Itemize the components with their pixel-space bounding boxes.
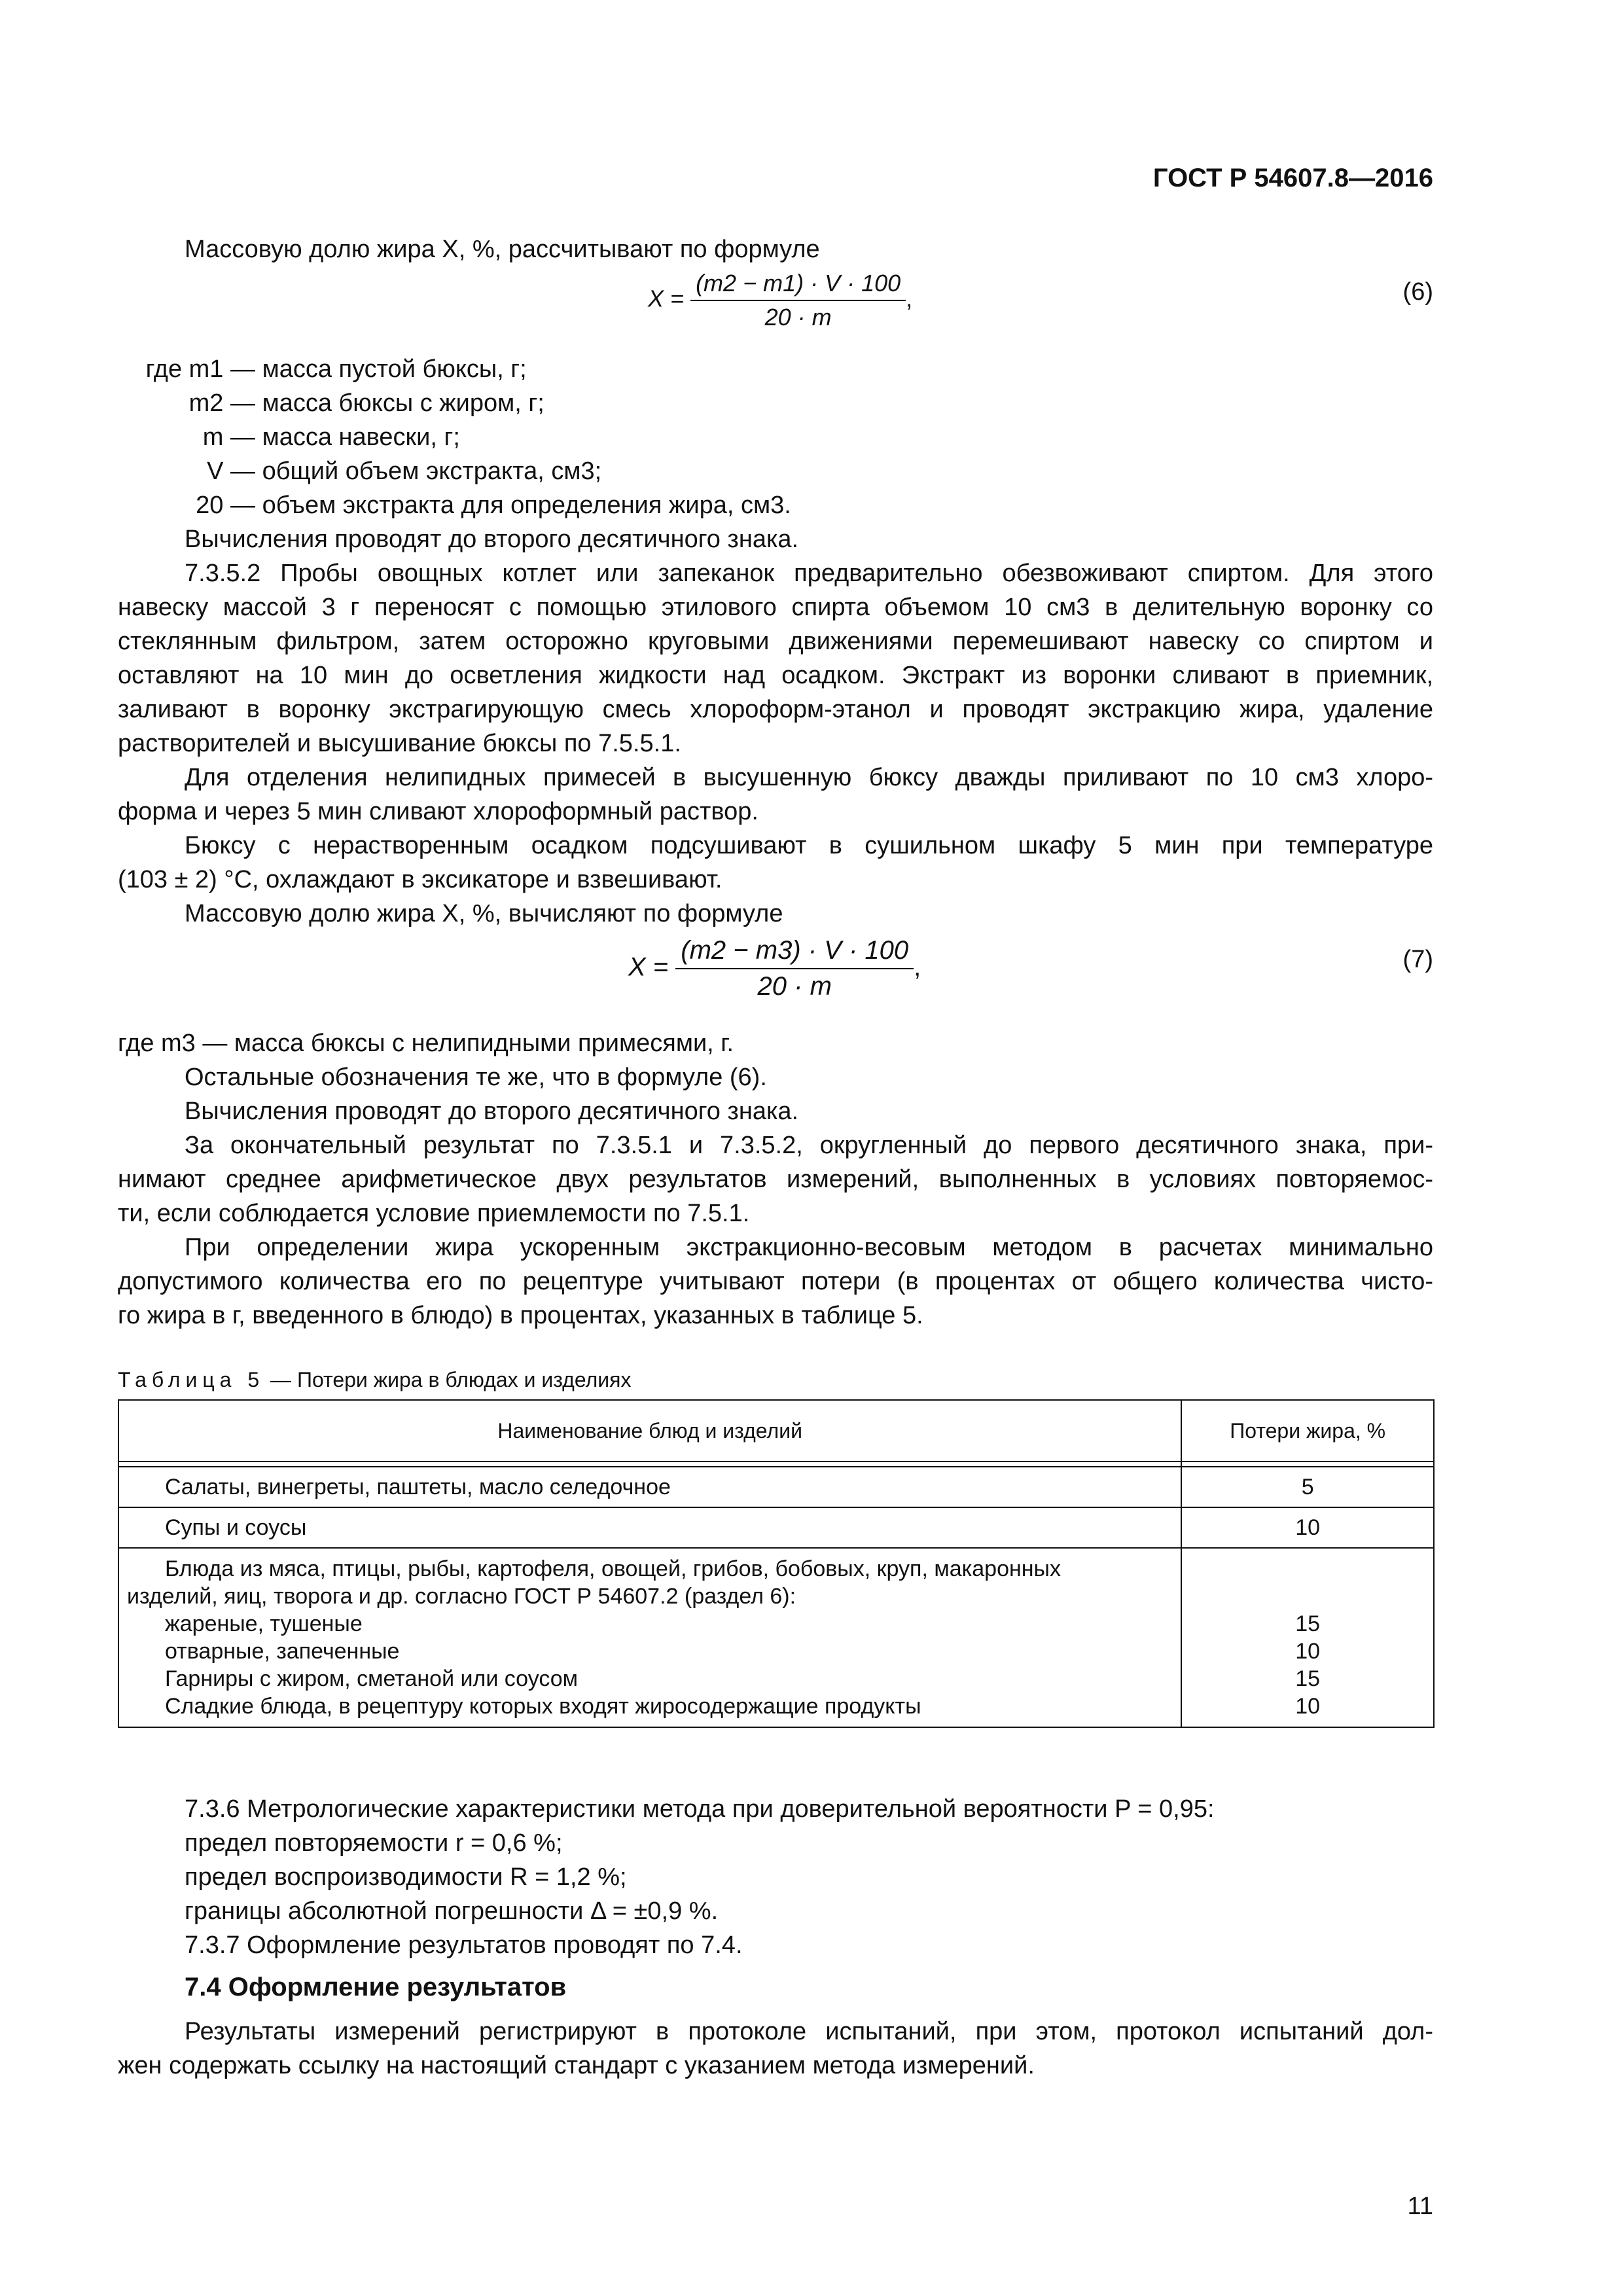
other-symbols: Остальные обозначения те же, что в формуле (6). [185,1064,767,1091]
formula7-intro: Массовую долю жира X, %, вычисляют по формуле [185,900,783,927]
reproducibility-limit: предел воспроизводимости R = 1,2 %; [185,1863,627,1891]
formula-7 [628,936,921,1001]
document-header: ГОСТ Р 54607.8—2016 [1152,164,1433,192]
paragraph-7-4: Результаты измерений регистрируют в протоколе испытаний, при этом, протокол испытаний дол- жен содержать ссылку на настоящий стандарт с указанием метода измерений. [118,2018,1433,2079]
paragraph-7-3-5-2: 7.3.5.2 Пробы овощных котлет или запеканок предварительно обезвоживают спиртом. Для этого навеску массой 3 г переносят с помощью этилового спирта объемом 10 см3 в делительную воронку со стеклянным фильтром, затем осторожно круговыми движениями перемешивают навеску со спиртом и оставляют на 10 мин до осветления жидкости над осадком. Экстракт из воронки сливают в приемник, заливают в воронку экстрагирующую смесь хлороформ-этанол и проводят экстракцию жира, удаление растворителей и высушивание бюксы по 7.5.5.1. [118,560,1433,757]
formula6-numerator: (m2 − m1) · V · 100 [690,270,906,301]
table-caption [118,1368,631,1392]
calc-precision-2: Вычисления проводят до второго десятичного знака. [185,1098,799,1125]
formula6-denominator: 20 · m [764,304,832,331]
table-header-row [118,1400,1434,1462]
repeatability-limit: предел повторяемости r = 0,6 %; [185,1829,563,1857]
table-header-name: Наименование блюд и изделий [118,1400,1181,1462]
formula7-denominator: 20 · m [757,972,832,1001]
where6-item: 20 — объем экстракта для определения жира, см3. [196,492,791,519]
paragraph-losses: При определении жира ускоренным экстракционно-весовым методом в расчетах минимально допустимого количества его по рецептуре учитывают потери (в процентах от общего количества чисто- го жира в г, введенного в блюдо) в процентах, указанных в таблице 5. [118,1234,1433,1329]
table-header-losses: Потери жира, % [1181,1400,1434,1462]
formula7-fraction [675,936,914,1001]
paragraph-drying: Бюксу с нерастворенным осадком подсушивают в сушильном шкафу 5 мин при температуре (103 ± 2) °С, охлаждают в эксикаторе и взвешивают. [118,832,1433,893]
section-7-4-heading: 7.4 Оформление результатов [185,1973,567,2001]
table-caption-text: — Потери жира в блюдах и изделиях [264,1368,632,1391]
absolute-error-bounds: границы абсолютной погрешности Δ = ±0,9 %. [185,1897,719,1925]
table-row-group: Блюда из мяса, птицы, рыбы, картофеля, овощей, грибов, бобовых, круп, макаронных изделий, яиц, творога и др. согласно ГОСТ Р 54607.2 (раздел 6): жареные, тушеные отварные, запеченные Гарниры с жиром, сметаной или соусом Сладкие блюда, в рецептуру которых входят жиросодержащие продукты 15 10 15 10 [118,1548,1434,1727]
calc-precision-1: Вычисления проводят до второго десятичного знака. [185,526,799,553]
formula6-tail: , [906,285,913,312]
formula7-tail: , [914,952,921,982]
where6-item: m — масса навески, г; [202,423,460,451]
table-row: Супы и соусы 10 [118,1507,1434,1548]
where6-item: m2 — масса бюксы с жиром, г; [188,389,544,417]
table-row: Салаты, винегреты, паштеты, масло селедочное 5 [118,1467,1434,1507]
formula6-intro: Массовую долю жира X, %, рассчитывают по формуле [185,236,820,263]
where6-item: где m1 — масса пустой бюксы, г; [145,355,527,383]
table-fat-losses [118,1399,1435,1728]
formula6-lhs: X = [648,285,685,312]
paragraph-nonlipid: Для отделения нелипидных примесей в высушенную бюксу дважды приливают по 10 см3 хлоро- форма и через 5 мин сливают хлороформный раствор. [118,764,1433,825]
where6-item: V — общий объем экстракта, см3; [207,457,602,485]
where7: где m3 — масса бюксы с нелипидными примесями, г. [118,1030,734,1057]
page-number: 11 [1407,2193,1433,2220]
where6-list [118,352,1099,522]
paragraph-final-result: За окончательный результат по 7.3.5.1 и 7.3.5.2, округленный до первого десятичного знака, при- нимают среднее арифметическое двух результатов измерений, выполненных в условиях повторяемос- ти, если соблюдается условие приемлемости по 7.5.1. [118,1132,1433,1227]
paragraph-7-3-7: 7.3.7 Оформление результатов проводят по 7.4. [185,1931,743,1959]
formula7-number: (7) [1402,946,1433,973]
formula-6 [648,270,912,331]
paragraph-7-3-6: 7.3.6 Метрологические характеристики метода при доверительной вероятности P = 0,95: [185,1795,1215,1823]
formula7-numerator: (m2 − m3) · V · 100 [675,936,914,969]
formula6-fraction [690,270,906,331]
formula7-lhs: X = [628,952,669,982]
table-caption-label: Таблица 5 [118,1368,265,1391]
formula6-number: (6) [1402,278,1433,306]
